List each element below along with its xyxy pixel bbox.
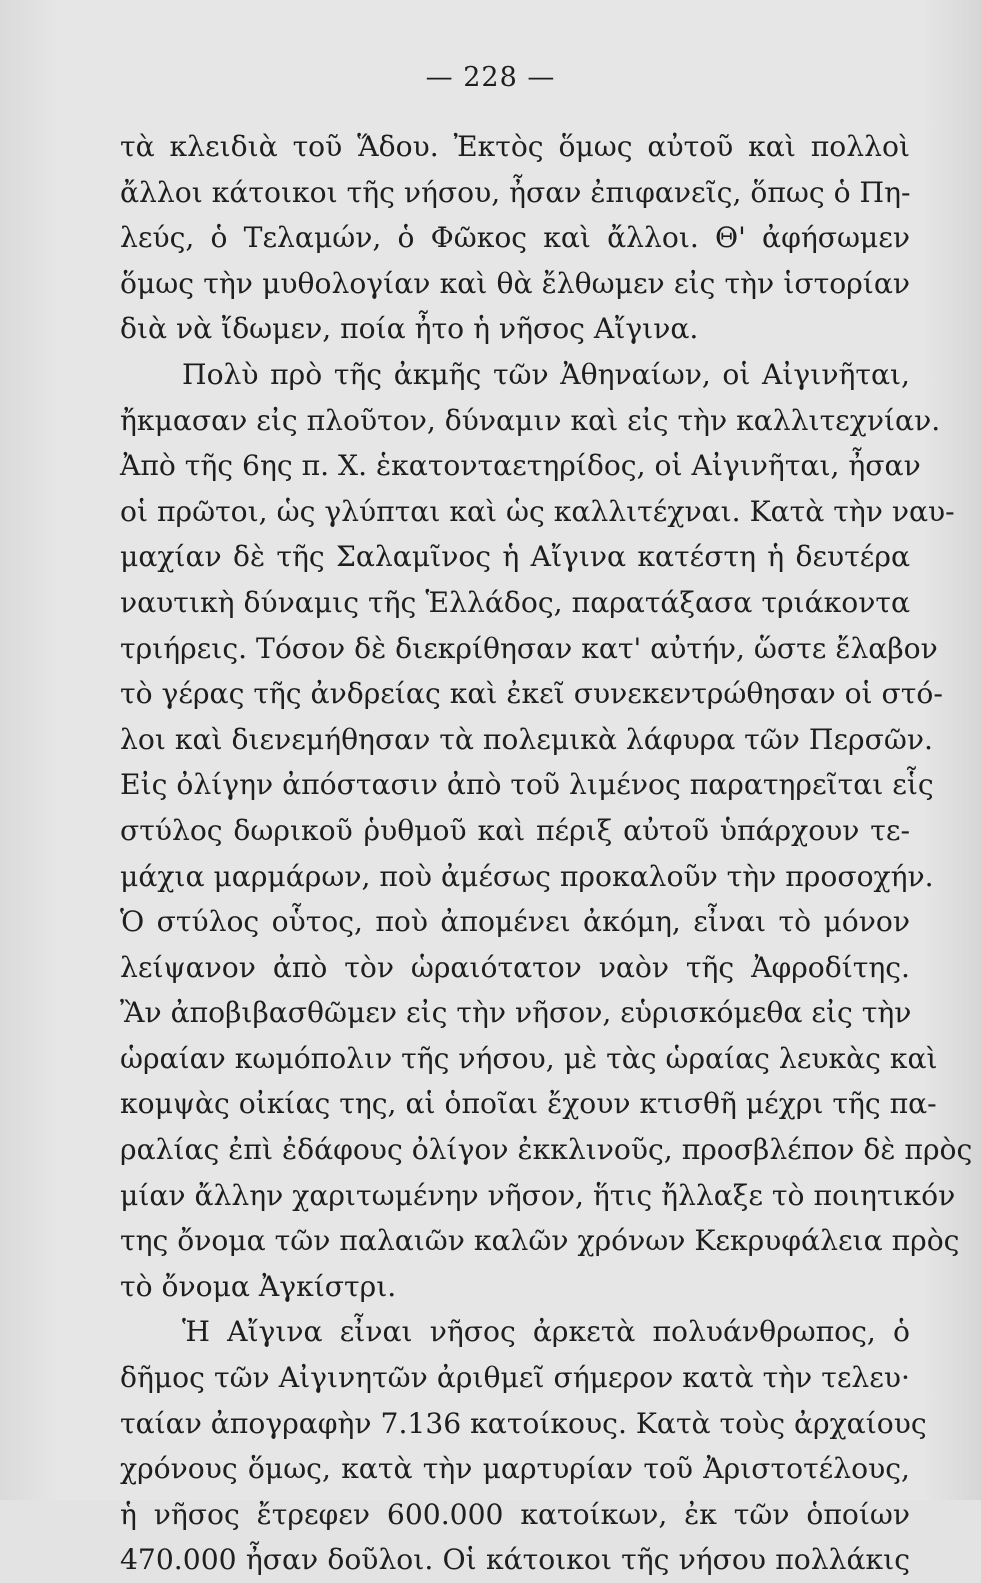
text-line: μαχίαν δὲ τῆς Σαλαμῖνος ἡ Αἴγινα κατέστη ἡ δευτέρα xyxy=(120,540,910,574)
text-line: μάχια μαρμάρων, ποὺ ἀμέσως προκαλοῦν τὴν προσοχήν. xyxy=(120,859,934,893)
text-line: ὡραίαν κωμόπολιν τῆς νήσου, μὲ τὰς ὡραίας λευκὰς καὶ xyxy=(120,1041,938,1075)
text-line: τὸ ὄνομα Ἀγκίστρι. xyxy=(120,1269,397,1303)
text-line: Ἡ Αἴγινα εἶναι νῆσος ἀρκετὰ πολυάνθρωπος, ὁ xyxy=(182,1315,910,1349)
text-line: ἤκμασαν εἰς πλοῦτον, δύναμιν καὶ εἰς τὴν καλλιτεχνίαν. xyxy=(120,403,941,437)
text-line: ναυτικὴ δύναμις τῆς Ἑλλάδος, παρατάξασα τριάκοντα xyxy=(120,585,910,619)
text-line: τὸ γέρας τῆς ἀνδρείας καὶ ἐκεῖ συνεκεντρώθησαν οἱ στό- xyxy=(120,677,943,711)
text-line: στύλος δωρικοῦ ῥυθμοῦ καὶ πέριξ αὐτοῦ ὑπάρχουν τε- xyxy=(120,813,910,847)
text-line: ἡ νῆσος ἔτρεφεν 600.000 κατοίκων, ἐκ τῶν ὁποίων xyxy=(120,1497,910,1531)
text-line: χρόνους ὅμως, κατὰ τὴν μαρτυρίαν τοῦ Ἀριστοτέλους, xyxy=(120,1452,910,1486)
page-number: — 228 — xyxy=(425,62,556,93)
text-line: Ἂν ἀποβιβασθῶμεν εἰς τὴν νῆσον, εὑρισκόμεθα εἰς τὴν xyxy=(120,996,912,1030)
body-text xyxy=(120,124,973,1583)
text-line: λεύς, ὁ Τελαμών, ὁ Φῶκος καὶ ἄλλοι. Θ' ἀφήσωμεν xyxy=(120,221,910,255)
text-line: ἄλλοι κάτοικοι τῆς νήσου, ἦσαν ἐπιφανεῖς, ὅπως ὁ Πη- xyxy=(120,175,911,209)
text-line: 470.000 ἦσαν δοῦλοι. Οἱ κάτοικοι τῆς νήσου πολλάκις xyxy=(120,1543,910,1577)
text-line: ταίαν ἀπογραφὴν 7.136 κατοίκους. Κατὰ τοὺς ἀρχαίους xyxy=(120,1406,927,1440)
text-line: κομψὰς οἰκίας της, αἱ ὁποῖαι ἔχουν κτισθῆ μέχρι τῆς πα- xyxy=(120,1087,937,1121)
paragraph-3 xyxy=(120,1309,927,1583)
text-line: ὅμως τὴν μυθολογίαν καὶ θὰ ἔλθωμεν εἰς τὴν ἱστορίαν xyxy=(120,266,910,300)
text-line: Ὁ στύλος οὗτος, ποὺ ἀπομένει ἀκόμη, εἶναι τὸ μόνον xyxy=(120,905,910,939)
text-line: της ὄνομα τῶν παλαιῶν καλῶν χρόνων Κεκρυφάλεια πρὸς xyxy=(120,1224,960,1258)
text-line: Ἀπὸ τῆς 6ης π. Χ. ἑκατονταετηρίδος, οἱ Αἰγινῆται, ἦσαν xyxy=(120,449,921,483)
text-line: Εἰς ὀλίγην ἀπόστασιν ἀπὸ τοῦ λιμένος παρατηρεῖται εἷς xyxy=(120,768,934,802)
text-line: Πολὺ πρὸ τῆς ἀκμῆς τῶν Ἀθηναίων, οἱ Αἰγινῆται, xyxy=(182,357,910,391)
text-line: τὰ κλειδιὰ τοῦ Ἅδου. Ἐκτὸς ὅμως αὐτοῦ καὶ πολλοὶ xyxy=(120,130,910,163)
paragraph-2 xyxy=(120,352,973,1309)
text-line: μίαν ἄλλην χαριτωμένην νῆσον, ἥτις ἤλλαξε τὸ ποιητικόν xyxy=(120,1178,956,1212)
text-line: λοι καὶ διενεμήθησαν τὰ πολεμικὰ λάφυρα τῶν Περσῶν. xyxy=(120,722,933,756)
text-line: διὰ νὰ ἴδωμεν, ποία ἦτο ἡ νῆσος Αἴγινα. xyxy=(120,312,699,346)
text-line: οἱ πρῶτοι, ὡς γλύπται καὶ ὡς καλλιτέχναι. Κατὰ τὴν ναυ- xyxy=(120,494,955,528)
text-line: τριήρεις. Τόσον δὲ διεκρίθησαν κατ' αὐτήν, ὥστε ἔλαβον xyxy=(120,631,938,665)
text-line: ραλίας ἐπὶ ἐδάφους ὀλίγον ἐκκλινοῦς, προσβλέπον δὲ πρὸς xyxy=(120,1133,973,1167)
text-line: λείψανον ἀπὸ τὸν ὡραιότατον ναὸν τῆς Ἀφροδίτης. xyxy=(120,950,910,984)
paragraph-1 xyxy=(120,124,910,352)
text-line: δῆμος τῶν Αἰγινητῶν ἀριθμεῖ σήμερον κατὰ τὴν τελευ· xyxy=(120,1361,910,1395)
